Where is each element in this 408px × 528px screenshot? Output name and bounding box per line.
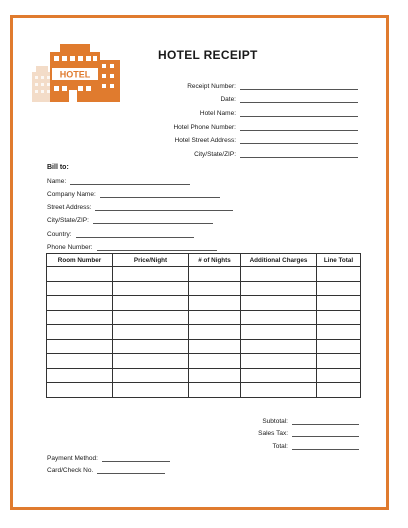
table-cell[interactable]: [317, 296, 361, 311]
table-cell[interactable]: [241, 354, 317, 369]
bill-phone-field: Phone Number:: [47, 243, 217, 251]
table-row: [47, 325, 361, 340]
table-cell[interactable]: [47, 267, 113, 282]
bill-city-field: City/State/ZIP:: [47, 216, 213, 224]
table-row: [47, 281, 361, 296]
hotel-city-field: City/State/ZIP:: [150, 150, 358, 158]
table-cell[interactable]: [241, 368, 317, 383]
table-cell[interactable]: [47, 383, 113, 398]
table-row: [47, 354, 361, 369]
bill-company-field: Company Name:: [47, 190, 220, 198]
table-cell[interactable]: [241, 267, 317, 282]
table-cell[interactable]: [189, 325, 241, 340]
bill-name-input[interactable]: [70, 177, 190, 185]
table-cell[interactable]: [317, 310, 361, 325]
table-cell[interactable]: [113, 339, 189, 354]
table-cell[interactable]: [189, 354, 241, 369]
table-row: [47, 339, 361, 354]
table-cell[interactable]: [241, 281, 317, 296]
bill-name-field: Name:: [47, 177, 190, 185]
table-cell[interactable]: [317, 383, 361, 398]
table-cell[interactable]: [113, 354, 189, 369]
table-cell[interactable]: [189, 267, 241, 282]
table-cell[interactable]: [241, 296, 317, 311]
subtotal-field: Subtotal:: [230, 417, 359, 425]
bill-city-input[interactable]: [93, 216, 213, 224]
table-cell[interactable]: [241, 383, 317, 398]
table-cell[interactable]: [317, 325, 361, 340]
bill-to-heading: Bill to:: [47, 164, 69, 171]
table-cell[interactable]: [113, 267, 189, 282]
header-additional-charges: Additional Charges: [241, 254, 317, 267]
total-input[interactable]: [292, 442, 359, 450]
date-input[interactable]: [240, 95, 358, 103]
sales-tax-input[interactable]: [292, 429, 359, 437]
table-cell[interactable]: [113, 368, 189, 383]
bill-street-input[interactable]: [95, 203, 233, 211]
table-row: [47, 310, 361, 325]
hotel-phone-field: Hotel Phone Number:: [150, 123, 358, 131]
table-row: [47, 383, 361, 398]
card-check-field: Card/Check No.: [47, 466, 165, 474]
table-cell[interactable]: [189, 368, 241, 383]
receipt-number-field: Receipt Number:: [150, 82, 358, 90]
bill-country-field: Country:: [47, 230, 194, 238]
table-cell[interactable]: [113, 383, 189, 398]
table-cell[interactable]: [241, 325, 317, 340]
table-cell[interactable]: [113, 281, 189, 296]
bill-street-field: Street Address:: [47, 203, 233, 211]
table-cell[interactable]: [189, 339, 241, 354]
logo-text: HOTEL: [59, 69, 91, 80]
bill-phone-input[interactable]: [97, 243, 217, 251]
hotel-phone-input[interactable]: [240, 123, 358, 131]
table-cell[interactable]: [189, 383, 241, 398]
header-room-number: Room Number: [47, 254, 113, 267]
date-field: Date:: [150, 95, 358, 103]
total-field: Total:: [230, 442, 359, 450]
subtotal-input[interactable]: [292, 417, 359, 425]
table-cell[interactable]: [317, 354, 361, 369]
table-cell[interactable]: [47, 325, 113, 340]
table-row: [47, 267, 361, 282]
hotel-name-input[interactable]: [240, 109, 358, 117]
header-price-night: Price/Night: [113, 254, 189, 267]
hotel-address-field: Hotel Street Address:: [150, 136, 358, 144]
table-cell[interactable]: [317, 339, 361, 354]
header-line-total: Line Total: [317, 254, 361, 267]
table-row: [47, 296, 361, 311]
table-cell[interactable]: [47, 339, 113, 354]
table-cell[interactable]: [47, 281, 113, 296]
table-header-row: [47, 254, 361, 267]
table-cell[interactable]: [47, 354, 113, 369]
table-cell[interactable]: [241, 310, 317, 325]
payment-method-input[interactable]: [102, 454, 170, 462]
table-row: [47, 368, 361, 383]
payment-method-field: Payment Method:: [47, 454, 170, 462]
hotel-name-field: Hotel Name:: [150, 109, 358, 117]
sales-tax-field: Sales Tax:: [230, 429, 359, 437]
table-cell[interactable]: [189, 281, 241, 296]
hotel-address-input[interactable]: [240, 136, 358, 144]
hotel-logo: [32, 42, 120, 102]
page-title: HOTEL RECEIPT: [158, 48, 258, 62]
hotel-city-input[interactable]: [240, 150, 358, 158]
table-cell[interactable]: [189, 310, 241, 325]
table-cell[interactable]: [47, 310, 113, 325]
table-cell[interactable]: [317, 267, 361, 282]
header-nights: # of Nights: [189, 254, 241, 267]
table-cell[interactable]: [241, 339, 317, 354]
table-cell[interactable]: [113, 325, 189, 340]
receipt-number-input[interactable]: [240, 82, 358, 90]
table-cell[interactable]: [317, 368, 361, 383]
table-cell[interactable]: [47, 296, 113, 311]
bill-country-input[interactable]: [76, 230, 194, 238]
card-check-input[interactable]: [97, 466, 165, 474]
table-cell[interactable]: [113, 296, 189, 311]
bill-company-input[interactable]: [100, 190, 220, 198]
table-cell[interactable]: [47, 368, 113, 383]
charges-table: [46, 253, 361, 398]
table-cell[interactable]: [113, 310, 189, 325]
table-cell[interactable]: [189, 296, 241, 311]
table-cell[interactable]: [317, 281, 361, 296]
